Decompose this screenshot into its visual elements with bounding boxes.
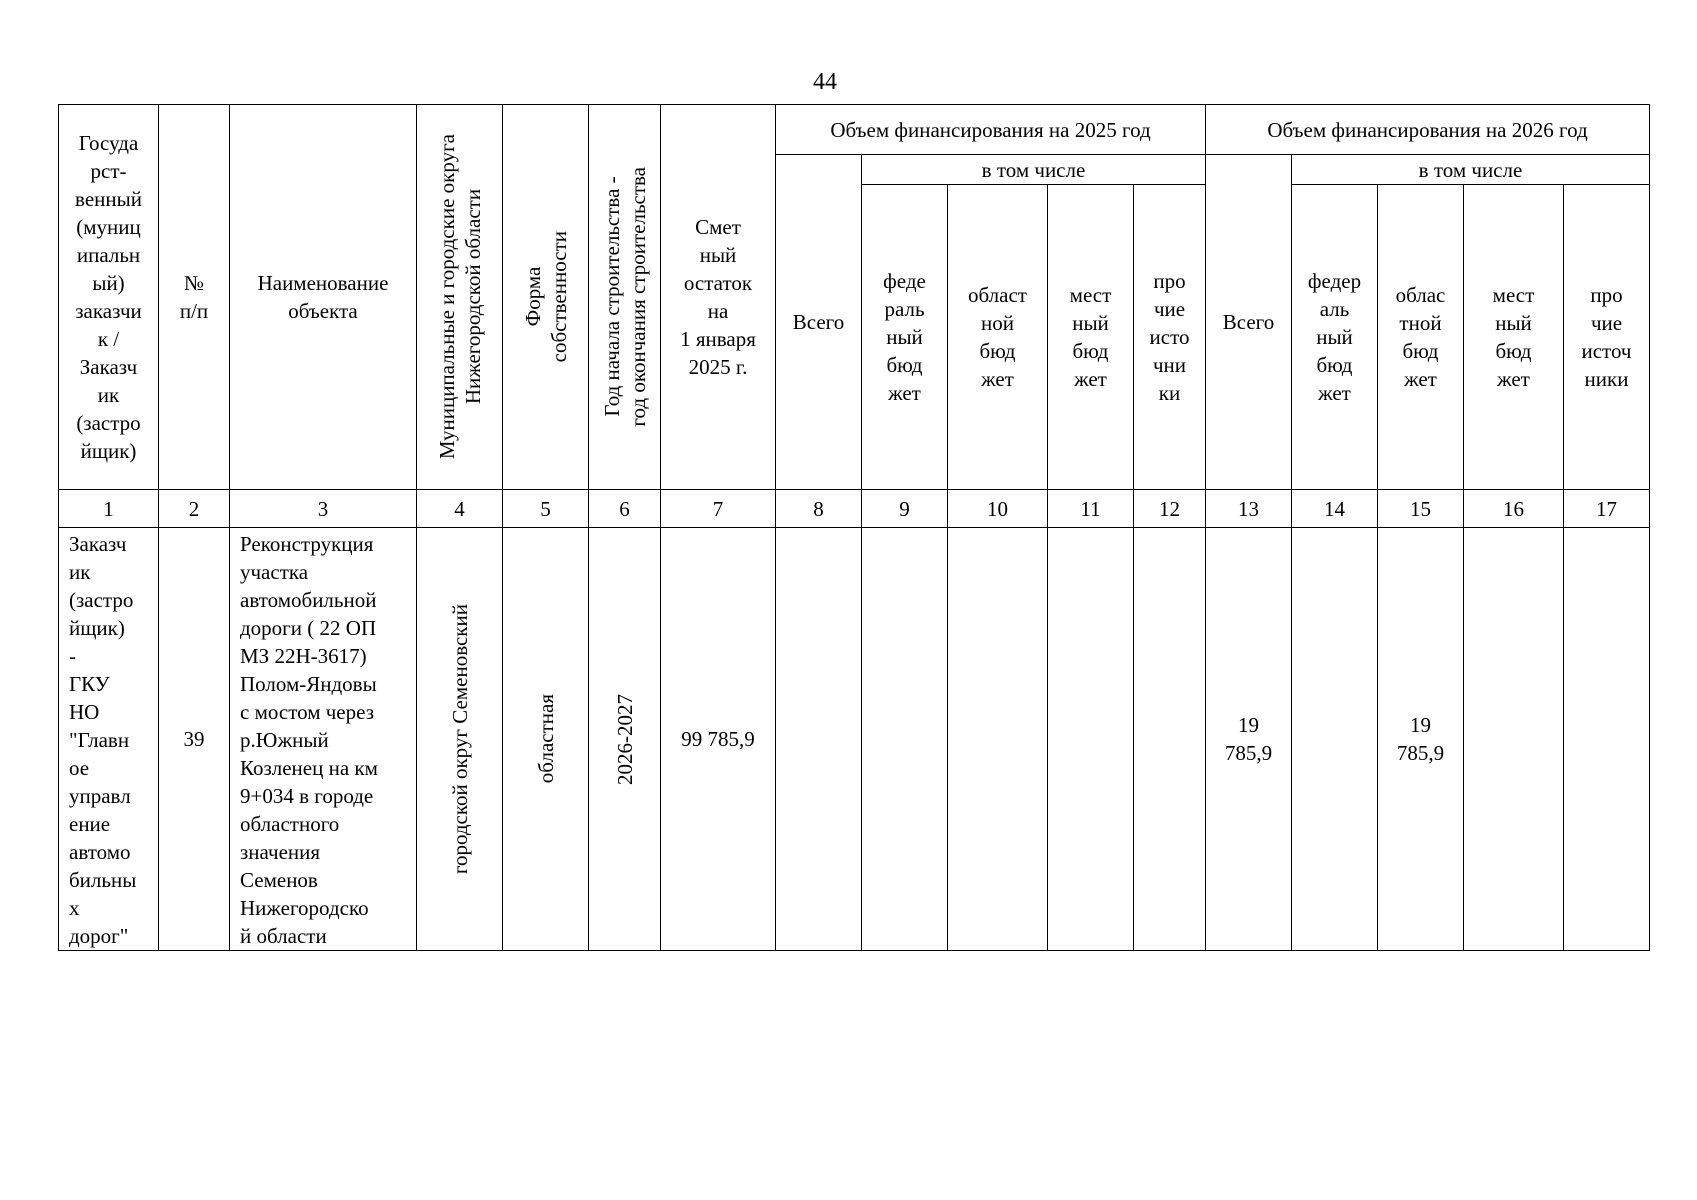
cell-balance: 99 785,9 — [661, 528, 776, 951]
column-number: 2 — [159, 490, 230, 528]
header-total-2025: Всего — [776, 155, 862, 490]
column-number: 5 — [503, 490, 589, 528]
header-regional-2026: облас тной бюд жет — [1378, 185, 1464, 490]
column-number: 3 — [230, 490, 417, 528]
header-ownership: Форма собственности — [503, 105, 589, 490]
column-number: 14 — [1292, 490, 1378, 528]
column-number: 9 — [862, 490, 948, 528]
header-years: Год начала строительства - год окончания строительства — [589, 105, 661, 490]
header-federal-2026: федер аль ный бюд жет — [1292, 185, 1378, 490]
page-number: 44 — [813, 69, 837, 95]
header-group-2026: Объем финансирования на 2026 год — [1206, 105, 1650, 155]
cell-local-2025 — [1048, 528, 1134, 951]
column-number: 7 — [661, 490, 776, 528]
header-district: Муниципальные и городские округа Нижегородской области — [417, 105, 503, 490]
column-numbers-row — [59, 490, 1650, 528]
column-number: 16 — [1464, 490, 1564, 528]
header-other-2026: про чие источ ники — [1564, 185, 1650, 490]
column-number: 6 — [589, 490, 661, 528]
header-balance: Смет ный остаток на 1 января 2025 г. — [661, 105, 776, 490]
cell-other-2025 — [1134, 528, 1206, 951]
table-row — [59, 528, 1650, 951]
cell-customer: Заказч ик (застро йщик) - ГКУ НО "Главн ое управл ение автомо бильны х дорог" — [59, 528, 159, 951]
cell-object-name: Реконструкция участка автомобильной дороги ( 22 ОП МЗ 22Н-3617) Полом-Яндовы с мостом через р.Южный Козленец на км 9+034 в городе областного значения Семенов Нижегородско й области — [230, 528, 417, 951]
column-number: 13 — [1206, 490, 1292, 528]
column-number: 17 — [1564, 490, 1650, 528]
header-local-2025: мест ный бюд жет — [1048, 185, 1134, 490]
cell-federal-2026 — [1292, 528, 1378, 951]
column-number: 4 — [417, 490, 503, 528]
column-number: 1 — [59, 490, 159, 528]
header-total-2026: Всего — [1206, 155, 1292, 490]
cell-district: городской округ Семеновский — [417, 528, 503, 951]
header-including-2025: в том числе — [862, 155, 1206, 185]
header-customer: Госуда рст- венный (муниц ипальн ый) заказчи к / Заказч ик (застро йщик) — [59, 105, 159, 490]
column-number: 8 — [776, 490, 862, 528]
cell-regional-2025 — [948, 528, 1048, 951]
cell-number: 39 — [159, 528, 230, 951]
column-number: 11 — [1048, 490, 1134, 528]
cell-local-2026 — [1464, 528, 1564, 951]
header-object-name: Наименование объекта — [230, 105, 417, 490]
cell-total-2026: 19 785,9 — [1206, 528, 1292, 951]
column-number: 10 — [948, 490, 1048, 528]
header-federal-2025: феде раль ный бюд жет — [862, 185, 948, 490]
header-group-2025: Объем финансирования на 2025 год — [776, 105, 1206, 155]
financing-table — [58, 104, 1650, 951]
header-local-2026: мест ный бюд жет — [1464, 185, 1564, 490]
header-regional-2025: област ной бюд жет — [948, 185, 1048, 490]
header-other-2025: про чие исто чни ки — [1134, 185, 1206, 490]
cell-other-2026 — [1564, 528, 1650, 951]
column-number: 15 — [1378, 490, 1464, 528]
cell-ownership: областная — [503, 528, 589, 951]
header-number: № п/п — [159, 105, 230, 490]
column-number: 12 — [1134, 490, 1206, 528]
cell-years: 2026-2027 — [589, 528, 661, 951]
cell-federal-2025 — [862, 528, 948, 951]
header-including-2026: в том числе — [1292, 155, 1650, 185]
cell-total-2025 — [776, 528, 862, 951]
cell-regional-2026: 19 785,9 — [1378, 528, 1464, 951]
